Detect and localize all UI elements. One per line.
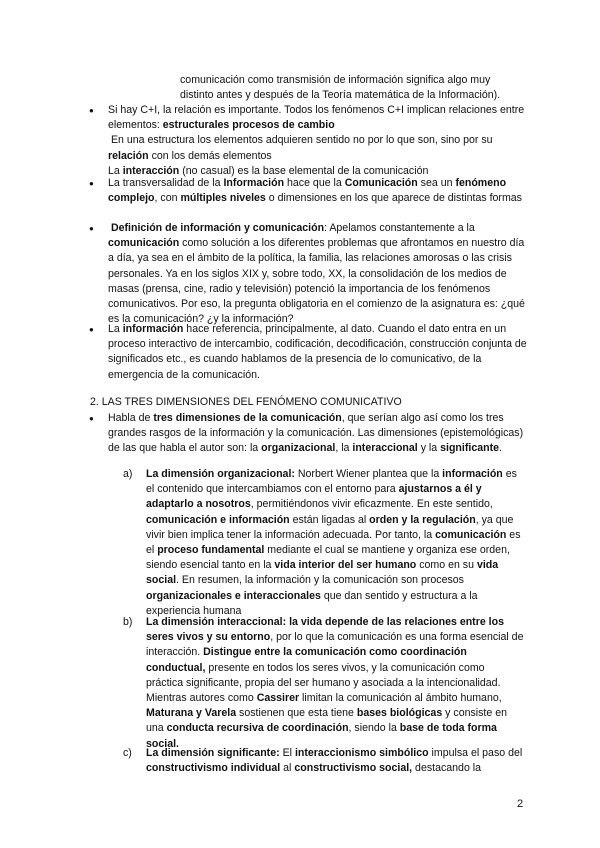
bold-term: Distingue entre la comunicación como coordinación conductual, bbox=[146, 646, 467, 674]
bold-term: La dimensión interaccional: bbox=[146, 616, 287, 628]
text: es el contenido que intercambiamos con el entorno para bbox=[146, 468, 517, 496]
text: sostienen que esta tiene bbox=[236, 707, 357, 720]
bold-term: interaccional bbox=[352, 442, 418, 455]
bold-term: conducta recursiva de coordinación bbox=[166, 722, 349, 735]
text: están ligadas al bbox=[289, 513, 370, 526]
sub-item-interactional bbox=[123, 615, 524, 752]
bold-term: constructivismo social, bbox=[294, 762, 413, 775]
text: . En resumen, la información y la comunicación son procesos bbox=[176, 574, 464, 587]
bold-term: organizacionales e interaccionales bbox=[146, 589, 321, 602]
bold-term: información bbox=[122, 323, 184, 335]
bold-term: Maturana y Varela bbox=[146, 707, 237, 720]
text: La transversalidad de la bbox=[108, 177, 224, 189]
bold-term: comunicación bbox=[435, 528, 507, 541]
bold-term: constructivismo individual bbox=[146, 762, 281, 775]
text: El bbox=[279, 747, 295, 759]
bullet-three-dimensions bbox=[108, 411, 528, 457]
text: presente en todos los seres vivos, y la comunicación como práctica significante, propia del ser humano y asociada a la intencionalidad. Mientras autores como bbox=[146, 661, 501, 705]
text: , siendo la bbox=[348, 722, 400, 735]
list-label: c) bbox=[123, 747, 132, 759]
bullet-definition bbox=[108, 221, 528, 327]
bold-term: comunicación e información bbox=[146, 513, 290, 526]
bold-term: orden y la regulación bbox=[369, 513, 476, 526]
bullet-transversality bbox=[108, 176, 528, 206]
bold-term: proceso fundamental bbox=[157, 544, 265, 557]
text: es el bbox=[146, 528, 521, 557]
text: , permitiéndonos vivir eficazmente. En este sentido, bbox=[250, 498, 493, 511]
section-heading: 2. LAS TRES DIMENSIONES DEL FENÓMENO COMUNICATIVO bbox=[90, 396, 402, 408]
bold-term: múltiples niveles bbox=[180, 192, 266, 205]
bold-term: estructurales procesos de cambio bbox=[162, 119, 335, 132]
sub-item-significant bbox=[123, 746, 524, 776]
bold-term: información bbox=[442, 468, 503, 480]
bold-term: fenómeno complejo bbox=[108, 177, 507, 205]
bold-term: base de toda forma social. bbox=[146, 722, 497, 750]
text: que dan sentido y estructura a la experiencia humana bbox=[146, 589, 478, 617]
bold-term: relación bbox=[108, 149, 149, 162]
page-number: 2 bbox=[517, 798, 524, 810]
text: y consiste en una bbox=[146, 707, 507, 735]
bold-term: bases biológicas bbox=[356, 707, 443, 720]
text: comunicación como transmisión de información significa algo muy distinto antes y después de la Teoría matemática de la Información). bbox=[180, 74, 501, 102]
list-label: a) bbox=[123, 468, 133, 480]
text: destacando la bbox=[412, 762, 482, 775]
sub-item-organizational bbox=[123, 467, 524, 619]
continuation-text bbox=[180, 73, 520, 103]
text: : Apelamos constantemente a la bbox=[324, 222, 475, 234]
text: como solución a los diferentes problemas que afrontamos en nuestro día a día, ya sea en el ámbito de la política, la familia, las relaciones amorosas o las crisis personales. Ya en los siglos XIX y, sobre todo, XX, la consolidación de los medios de masas (prensa, cine, radio y televisión) potenció la importancia de los fenómenos comunicativos. Por eso, la pregunta obligatoria en el comienzo de la asignatura es: ¿qué es la comunicación? ¿y la información? bbox=[108, 237, 525, 326]
text: y la bbox=[417, 442, 441, 455]
bold-term: tres dimensiones de la comunicación bbox=[153, 412, 342, 424]
bullet-relation bbox=[108, 103, 528, 179]
text: con los demás elementos bbox=[148, 149, 272, 162]
text: Habla de bbox=[108, 412, 154, 424]
bold-term: Cassirer bbox=[256, 692, 300, 705]
bold-term: Definición de información y comunicación bbox=[110, 222, 325, 234]
bold-term: Comunicación bbox=[344, 177, 418, 189]
text: o dimensiones en los que aparece de distintas formas bbox=[265, 192, 522, 205]
text: limitan la comunicación al ámbito humano, bbox=[299, 692, 502, 705]
text: mediante el cual se mantiene y organiza ese orden, siendo esencial tanto en la bbox=[146, 544, 510, 572]
text: En una estructura los elementos adquieren sentido no por lo que son, sino por su bbox=[110, 134, 493, 147]
text: impulsa el paso del bbox=[428, 747, 523, 759]
text: hace que la bbox=[284, 177, 345, 189]
text: como en su bbox=[416, 559, 477, 572]
text: sea un bbox=[417, 177, 456, 189]
text: , ya que vivir bien implica tener la información adecuada. Por tanto, la bbox=[146, 513, 514, 541]
bold-term: ajustarnos a él y adaptarlo a nosotros bbox=[146, 483, 482, 511]
bold-term: organizacional bbox=[261, 442, 336, 455]
list-label: b) bbox=[123, 616, 133, 628]
bold-term: interacción bbox=[122, 164, 180, 177]
bold-term: significante bbox=[440, 442, 499, 455]
bold-term: vida social bbox=[146, 559, 499, 587]
bold-term: interaccionismo simbólico bbox=[294, 747, 429, 759]
bold-term: vida interior del ser humano bbox=[274, 559, 417, 572]
text: al bbox=[280, 762, 295, 775]
text: Si hay C+I, la relación es importante. Todos los fenómenos C+I implican relaciones entre elementos: bbox=[108, 104, 525, 132]
bold-term: La dimensión significante: bbox=[146, 747, 280, 759]
bullet-information bbox=[108, 322, 528, 383]
text: , con bbox=[154, 192, 181, 205]
text: La bbox=[108, 323, 123, 335]
text: . bbox=[499, 442, 502, 455]
bold-term: La dimensión organizacional: bbox=[146, 468, 295, 480]
text: (no casual) es la base elemental de la comunicación bbox=[179, 164, 429, 177]
bold-term: comunicación bbox=[108, 237, 180, 250]
bold-term: Información bbox=[223, 177, 285, 189]
text: hace referencia, principalmente, al dato. Cuando el dato entra en un proceso interactivo de intercambio, codificación, decodificación, construcción conjunta de significados etc., es cuando hablamos de la presencia de lo comunicativo, de la emergencia de la comunicación. bbox=[108, 323, 527, 381]
text: La bbox=[108, 164, 123, 177]
text: , la bbox=[335, 442, 353, 455]
text: , por lo que la comunicación es una forma esencial de interacción. bbox=[146, 631, 524, 659]
text: Norbert Wiener plantea que la bbox=[294, 468, 443, 480]
text: , que serían algo así como los tres grandes rasgos de la información y la comunicación. Las dimensiones (epistemológicas) de las que habla el autor son: la bbox=[108, 412, 524, 455]
bold-term: la vida depende de las relaciones entre los seres vivos y su entorno bbox=[146, 616, 504, 644]
